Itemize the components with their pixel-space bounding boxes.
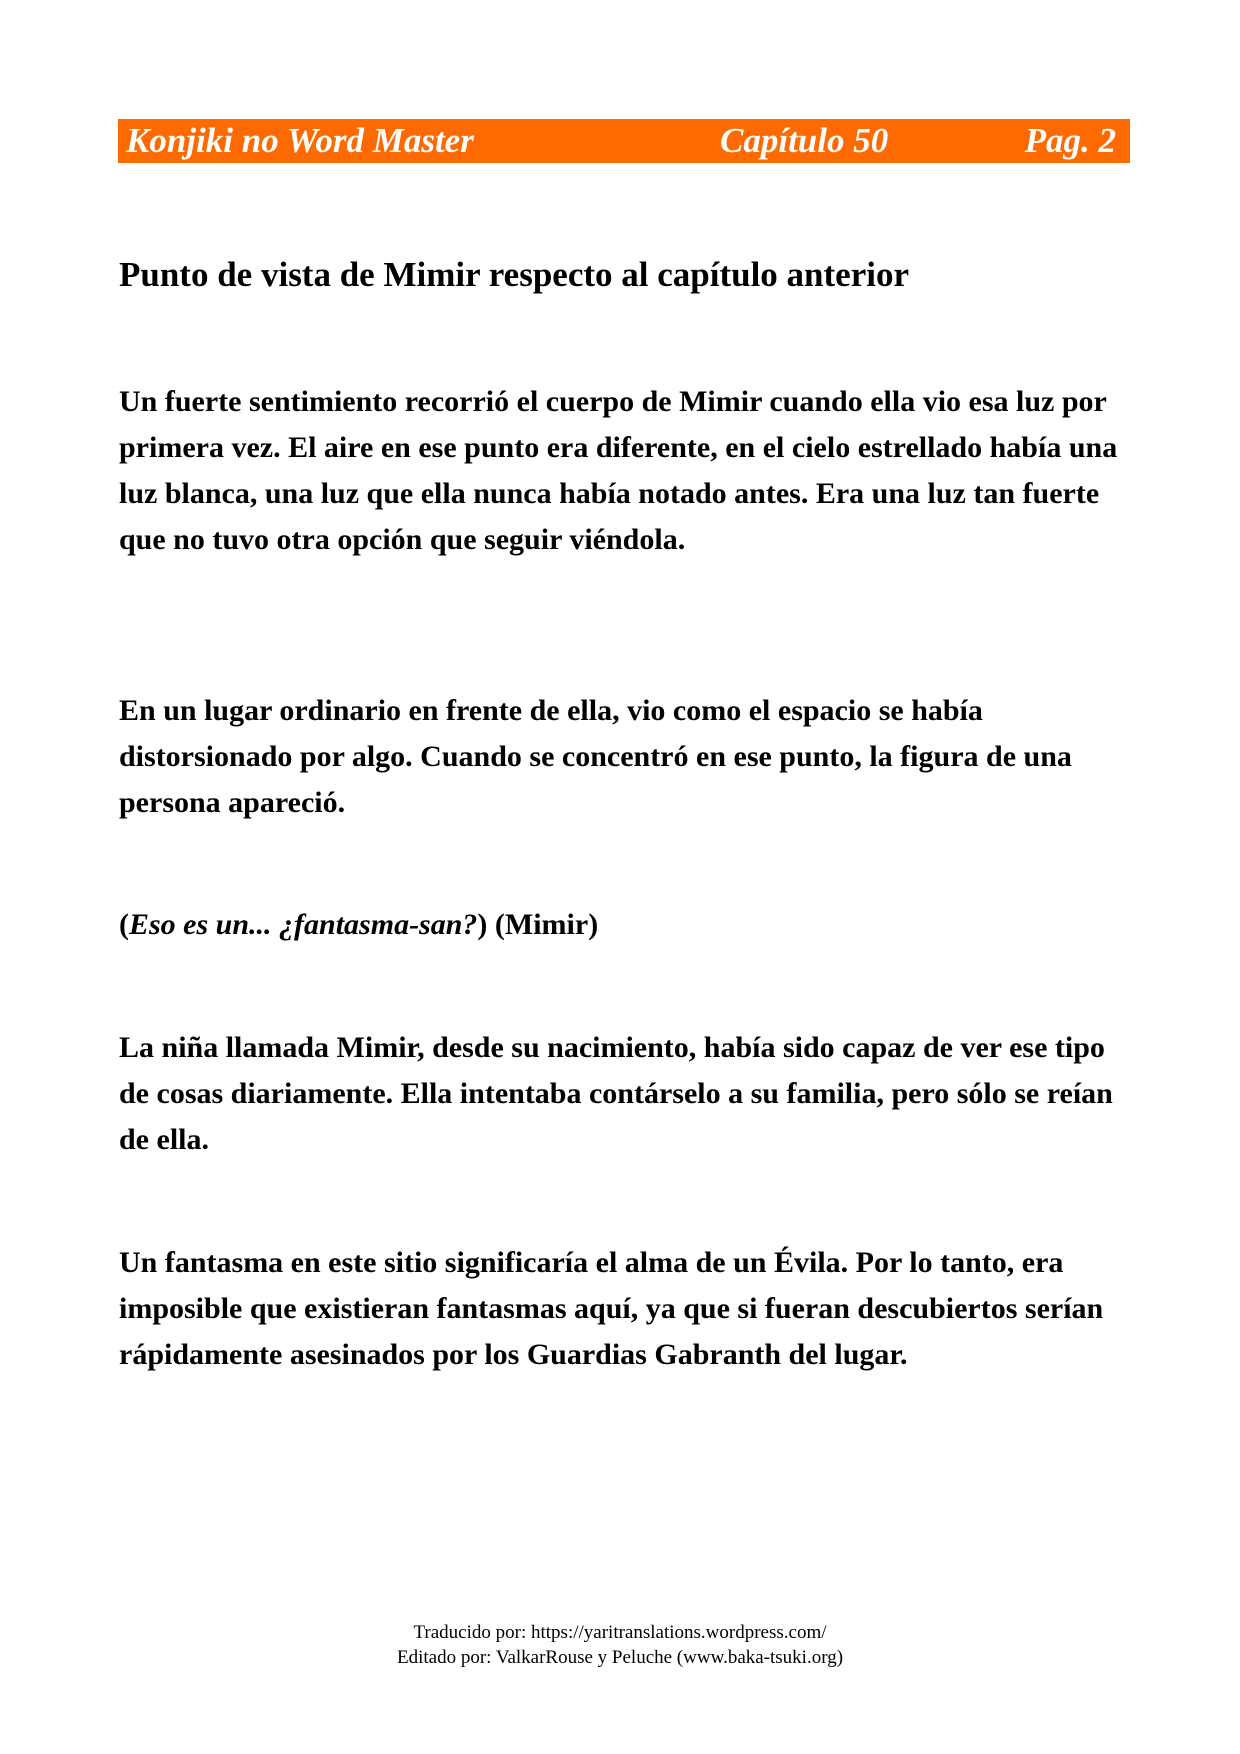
section-title: Punto de vista de Mimir respecto al capítulo anterior xyxy=(119,255,909,294)
paragraph-5: Un fantasma en este sitio significaría el alma de un Évila. Por lo tanto, era imposible que existieran fantasmas aquí, ya que si fueran descubiertos serían rápidamente asesinados por los Guardias Gabranth del lugar. xyxy=(119,1246,1104,1371)
header-book-title: Konjiki no Word Master xyxy=(126,121,474,160)
page-footer xyxy=(0,1620,1240,1670)
paragraph-1: Un fuerte sentimiento recorrió el cuerpo de Mimir cuando ella vio esa luz por primera vez. El aire en ese punto era diferente, en el cielo estrellado había una luz blanca, una luz que ella nunca había notado antes. Era una luz tan fuerte que no tuvo otra opción que seguir viéndola. xyxy=(119,385,1118,556)
page-header-bar xyxy=(118,119,1130,163)
dialogue-open-paren: ( xyxy=(119,908,129,941)
header-page-number: Pag. 2 xyxy=(1024,121,1116,160)
paragraph-4: La niña llamada Mimir, desde su nacimiento, había sido capaz de ver ese tipo de cosas diariamente. Ella intentaba contárselo a su familia, pero sólo se reían de ella. xyxy=(119,1031,1113,1156)
header-chapter: Capítulo 50 xyxy=(720,121,889,160)
dialogue-speaker: ) (Mimir) xyxy=(477,908,599,941)
paragraph-2: En un lugar ordinario en frente de ella, vio como el espacio se había distorsionado por algo. Cuando se concentró en ese punto, la figura de una persona apareció. xyxy=(119,694,1072,819)
footer-translated-by: Traducido por: https://yaritranslations.wordpress.com/ xyxy=(413,1622,827,1643)
paragraph-3-dialogue xyxy=(119,902,1129,948)
dialogue-italic-text: Eso es un... ¿fantasma-san? xyxy=(129,908,478,941)
footer-edited-by: Editado por: ValkarRouse y Peluche (www.baka-tsuki.org) xyxy=(396,1647,844,1668)
